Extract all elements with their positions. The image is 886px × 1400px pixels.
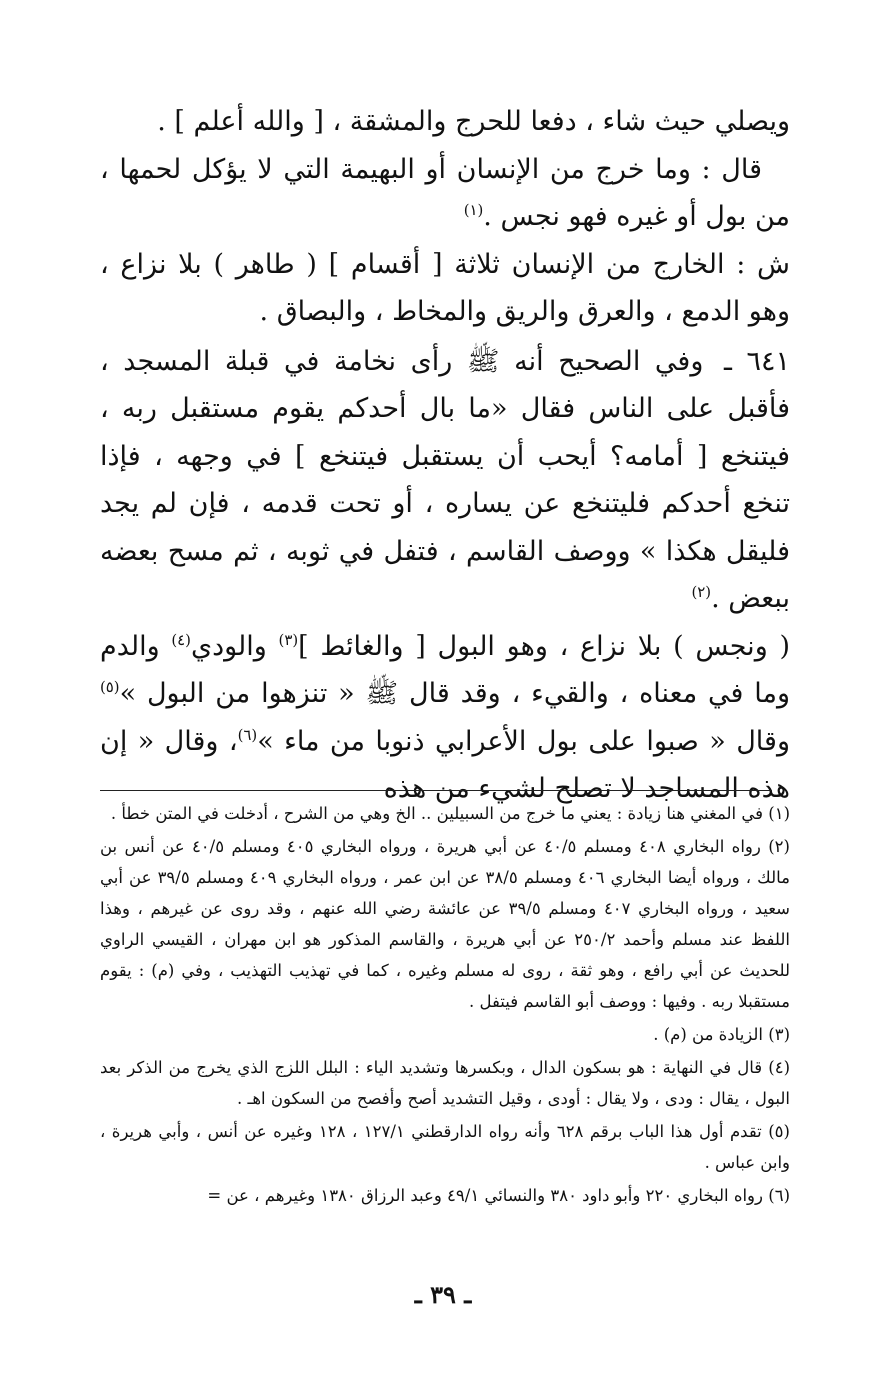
footnote-ref-3: (٣) [278,630,299,649]
main-text [100,98,790,813]
paragraph-1-text: ويصلي حيث شاء ، دفعا للحرج والمشقة ، [ والله أعلم ] . [157,106,790,137]
paragraph-1 [100,98,790,146]
footnote-5: (٥) تقدم أول هذا الباب برقم ٦٢٨ وأنه رواه الدارقطني ١٢٧/١ ، ١٢٨ وغيره عن أنس ، وأبي هريرة ، وابن عباس . [100,1122,790,1172]
paragraph-5-text-c: والدم وما في معناه ، والقيء ، وقد قال ﷺ « تنزهوا من البول » [100,630,790,709]
footnote-ref-2: (٢) [691,583,712,601]
paragraph-2-text: قال : وما خرج من الإنسان أو البهيمة التي لا يؤكل لحمها ، من بول أو غيره فهو نجس . [100,153,790,232]
footnote-ref-1: (١) [463,201,484,219]
footnotes [100,798,790,1213]
paragraph-5 [100,623,790,813]
paragraph-4 [100,338,790,623]
paragraph-5-text-d: وقال « صبوا على بول الأعرابي ذنوبا من ماء » [257,725,790,757]
paragraph-5-text-a: ( ونجس ) بلا نزاع ، وهو البول [ والغائط ] [298,630,790,662]
paragraph-5-text-b: والودي [190,630,279,662]
footnote-separator [100,790,772,791]
paragraph-3 [100,241,790,336]
footnote-3: (٣) الزيادة من (م) . [653,1025,790,1044]
paragraph-4-text: وفي الصحيح أنه ﷺ رأى نخامة في قبلة المسجد ، فأقبل على الناس فقال «ما بال أحدكم يقوم مستقبل ربه ، فيتنخع [ أمامه؟ أيحب أن يستقبل فيتنخع ] في وجهه ، فإذا تنخع أحدكم فليتنخع عن يساره ، أو تحت قدمه ، فإن لم يجد فليقل هكذا » ووصف القاسم ، فتفل في ثوبه ، ثم مسح بعضه ببعض . [100,345,790,614]
hadith-number: ٦٤١ ـ [723,345,790,377]
footnote-6: (٦) رواه البخاري ٢٢٠ وأبو داود ٣٨٠ والنسائي ٤٩/١ وعبد الرزاق ١٣٨٠ وغيرهم ، عن = [207,1186,790,1205]
footnote-1: (١) في المغني هنا زيادة : يعني ما خرج من السبيلين .. الخ وهي من الشرح ، أدخلت في المتن خطأ . [110,804,790,823]
footnote-4: (٤) قال في النهاية : هو بسكون الدال ، وبكسرها وتشديد الياء : البلل اللزج الذي يخرج من الذكر بعد البول ، يقال : ودى ، ولا يقال : أودى ، وقيل التشديد أصح وأفصح من السكون اهـ . [100,1058,790,1108]
footnote-ref-5: (٥) [100,678,120,696]
paragraph-3-text: ش : الخارج من الإنسان ثلاثة [ أقسام ] ( طاهر ) بلا نزاع ، وهو الدمع ، والعرق والريق والمخاط ، والبصاق . [100,248,790,327]
footnote-2: (٢) رواه البخاري ٤٠٨ ومسلم ٤٠/٥ عن أبي هريرة ، ورواه البخاري ٤٠٥ ومسلم ٤٠/٥ عن أنس بن مالك ، ورواه أيضا البخاري ٤٠٦ ومسلم ٣٨/٥ عن ابن عمر ، ورواه البخاري ٤٠٩ ومسلم ٣٩/٥ عن أبي سعيد ، ورواه البخاري ٤٠٧ ومسلم ٣٩/٥ عن عائشة رضي الله عنهم ، وقد روى عن غيرهم ، وهذا اللفظ عند مسلم وأحمد ٢٥٠/٢ عن أبي هريرة ، والقاسم المذكور هو ابن مهران ، القيسي الراوي للحديث عن أبي رافع ، وهو ثقة ، روى له مسلم وغيره ، كما في تهذيب التهذيب ، وفي (م) : يقوم مستقبلا ربه . وفيها : ووصف أبو القاسم فيتفل . [100,837,791,1011]
paragraph-5-text-e: ، وقال « إن هذه المساجد لا تصلح لشيء من هذه [100,725,790,804]
footnote-ref-6: (٦) [237,725,258,744]
paragraph-2 [100,146,790,241]
footnote-ref-4: (٤) [171,630,191,649]
page-number: ـ ٣٩ ـ [414,1280,472,1309]
